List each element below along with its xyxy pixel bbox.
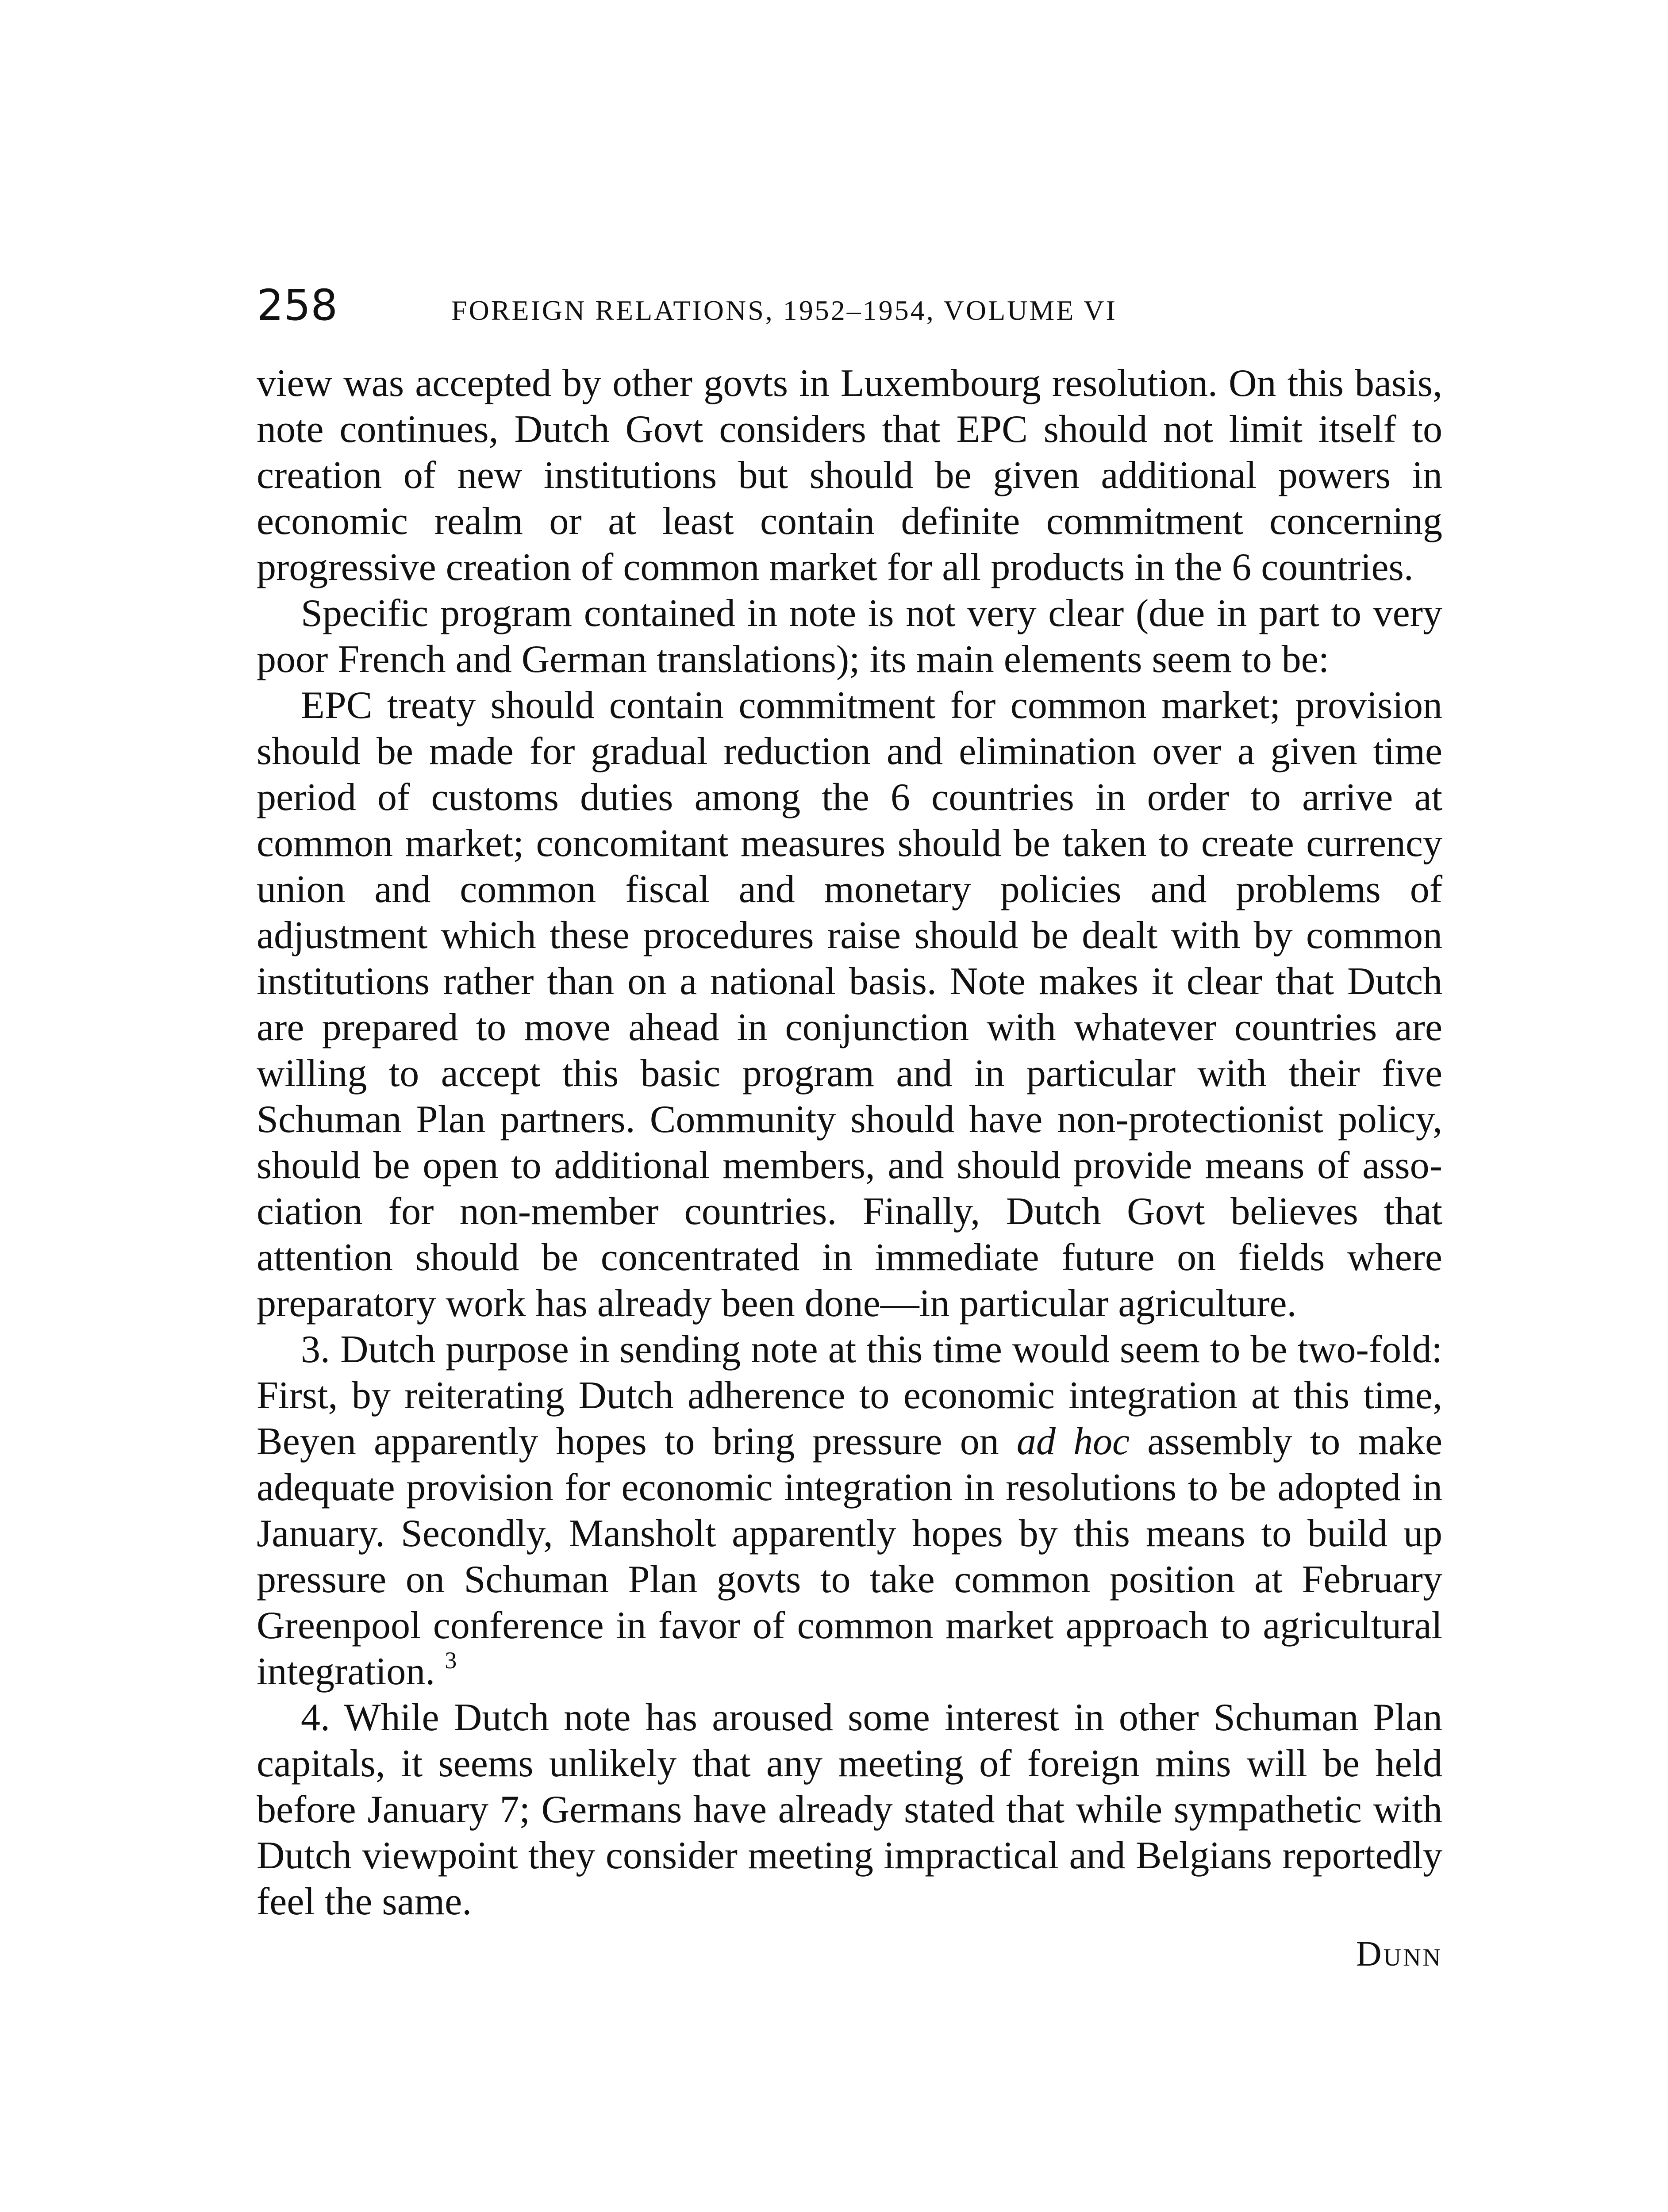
signature: Dunn xyxy=(1356,1935,1442,1974)
page-number: 258 xyxy=(257,280,338,330)
page-header xyxy=(257,279,1451,341)
running-head: FOREIGN RELATIONS, 1952–1954, VOLUME VI xyxy=(451,295,1117,326)
paragraph-point-3-text-a: 3. Dutch purpose in sending note at this time would seem to be two-fold: First, by reiterating Dutch adherence to economic integration at this time, Beyen apparently hopes to bring pressure on xyxy=(257,1328,1442,1463)
paragraph-point-3-text-b: assembly to make adequate provision for economic integration in resolutions to be adopted in January. Secondly, Mansholt apparently hopes by this means to build up pressure on Schuman Plan govts to take common position at February Greenpool conference in favor of common market approach to agricultural integration. xyxy=(257,1420,1443,1693)
paragraph-point-4: 4. While Dutch note has aroused some interest in other Schuman Plan capitals, it seems unlikely that any meeting of foreign mins will be held before January 7; Germans have already stated that while sympathetic with Dutch viewpoint they consider meeting impractical and Belgians reportedly feel the same. xyxy=(257,1696,1442,1923)
paragraph-point-3 xyxy=(257,1327,1442,1695)
italic-ad-hoc: ad hoc xyxy=(1016,1420,1130,1463)
paragraph-specific-program: Specific program contained in note is not very clear (due in part to very poor French and German translations); its main elements seem to be: xyxy=(257,592,1442,681)
paragraph-program-elements: EPC treaty should contain commitment for common market; provision should be made for gradual reduction and elimination over a given time period of customs duties among the 6 countries in order to arrive at common market; concomitant measures should be taken to create currency union and common fiscal and monetary policies and problems of adjustment which these procedures raise should be dealt with by common institutions rather than on a national basis. Note makes it clear that Dutch are prepared to move ahead in conjunction with whatever countries are willing to accept this basic program and in particular with their five Schuman Plan partners. Community should have non-protectionist policy, should be open to additional members, and should provide means of association for non-member countries. Finally, Dutch Govt believes that attention should be concentrated in immediate future on fields where preparatory work has already been done—in particular agriculture. xyxy=(257,684,1442,1325)
document-body xyxy=(257,361,1442,1977)
paragraph-continuation: view was accepted by other govts in Luxembourg resolution. On this basis, note continues, Dutch Govt considers that EPC should not limit itself to creation of new institutions but should be given additional powers in economic realm or at least contain definite commitment concerning progressive creation of common market for all products in the 6 countries. xyxy=(257,362,1442,589)
footnote-reference: 3 xyxy=(445,1647,457,1674)
